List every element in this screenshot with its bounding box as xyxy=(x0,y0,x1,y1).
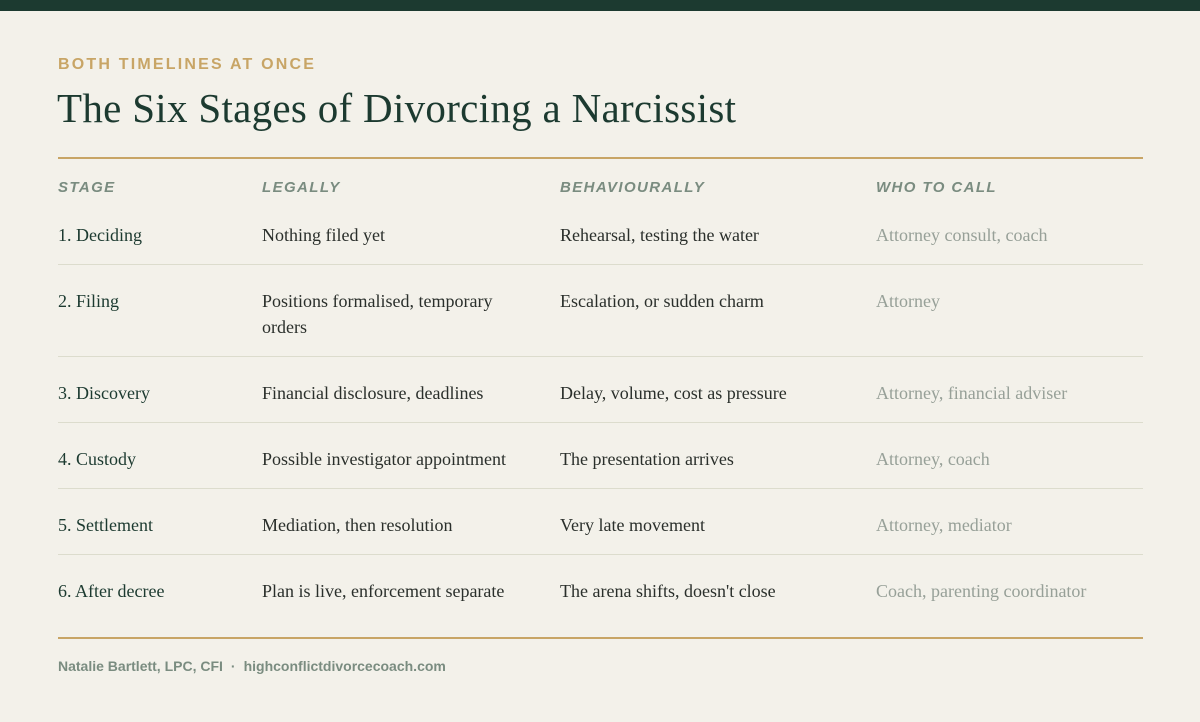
eyebrow-label: BOTH TIMELINES AT ONCE xyxy=(58,56,317,73)
legally-cell: Positions formalised, temporary orders xyxy=(262,291,493,337)
page-title: The Six Stages of Divorcing a Narcissist xyxy=(57,85,737,131)
row-divider xyxy=(58,422,1143,423)
footer-separator: · xyxy=(230,658,236,674)
stage-cell: 2. Filing xyxy=(58,291,120,311)
table-row xyxy=(58,446,1143,472)
who-to-call-cell: Attorney, financial adviser xyxy=(876,383,1068,403)
stage-cell: 6. After decree xyxy=(58,581,165,601)
column-header-who-to-call: WHO TO CALL xyxy=(876,179,997,196)
stage-cell: 1. Deciding xyxy=(58,225,142,245)
who-to-call-cell: Attorney xyxy=(876,291,940,311)
table-row xyxy=(58,380,1143,406)
row-divider xyxy=(58,264,1143,265)
behaviourally-cell: Escalation, or sudden charm xyxy=(560,291,764,311)
who-to-call-cell: Coach, parenting coordinator xyxy=(876,581,1087,601)
legally-cell: Nothing filed yet xyxy=(262,225,385,245)
column-header-stage: STAGE xyxy=(58,179,116,196)
table-row xyxy=(58,288,1143,340)
footer-author: Natalie Bartlett, LPC, CFI xyxy=(58,658,223,674)
footer-credit xyxy=(58,658,446,674)
who-to-call-cell: Attorney consult, coach xyxy=(876,225,1048,245)
behaviourally-cell: Rehearsal, testing the water xyxy=(560,225,759,245)
who-to-call-cell: Attorney, coach xyxy=(876,449,990,469)
stage-cell: 3. Discovery xyxy=(58,383,150,403)
table-top-rule xyxy=(58,157,1143,159)
legally-cell: Possible investigator appointment xyxy=(262,449,506,469)
legally-cell: Financial disclosure, deadlines xyxy=(262,383,484,403)
behaviourally-cell: Delay, volume, cost as pressure xyxy=(560,383,787,403)
footer-website: highconflictdivorcecoach.com xyxy=(243,658,446,674)
row-divider xyxy=(58,488,1143,489)
behaviourally-cell: Very late movement xyxy=(560,515,705,535)
row-divider xyxy=(58,356,1143,357)
top-accent-bar xyxy=(0,0,1200,11)
column-header-legally: LEGALLY xyxy=(262,179,341,196)
who-to-call-cell: Attorney, mediator xyxy=(876,515,1012,535)
stage-cell: 4. Custody xyxy=(58,449,137,469)
behaviourally-cell: The presentation arrives xyxy=(560,449,734,469)
row-divider xyxy=(58,554,1143,555)
column-header-behaviourally: BEHAVIOURALLY xyxy=(560,179,706,196)
stage-cell: 5. Settlement xyxy=(58,515,153,535)
table-row xyxy=(58,578,1143,604)
table-row xyxy=(58,222,1143,248)
table-row xyxy=(58,512,1143,538)
table-bottom-rule xyxy=(58,637,1143,639)
legally-cell: Plan is live, enforcement separate xyxy=(262,581,505,601)
legally-cell: Mediation, then resolution xyxy=(262,515,453,535)
table-header xyxy=(58,179,1143,199)
behaviourally-cell: The arena shifts, doesn't close xyxy=(560,581,776,601)
